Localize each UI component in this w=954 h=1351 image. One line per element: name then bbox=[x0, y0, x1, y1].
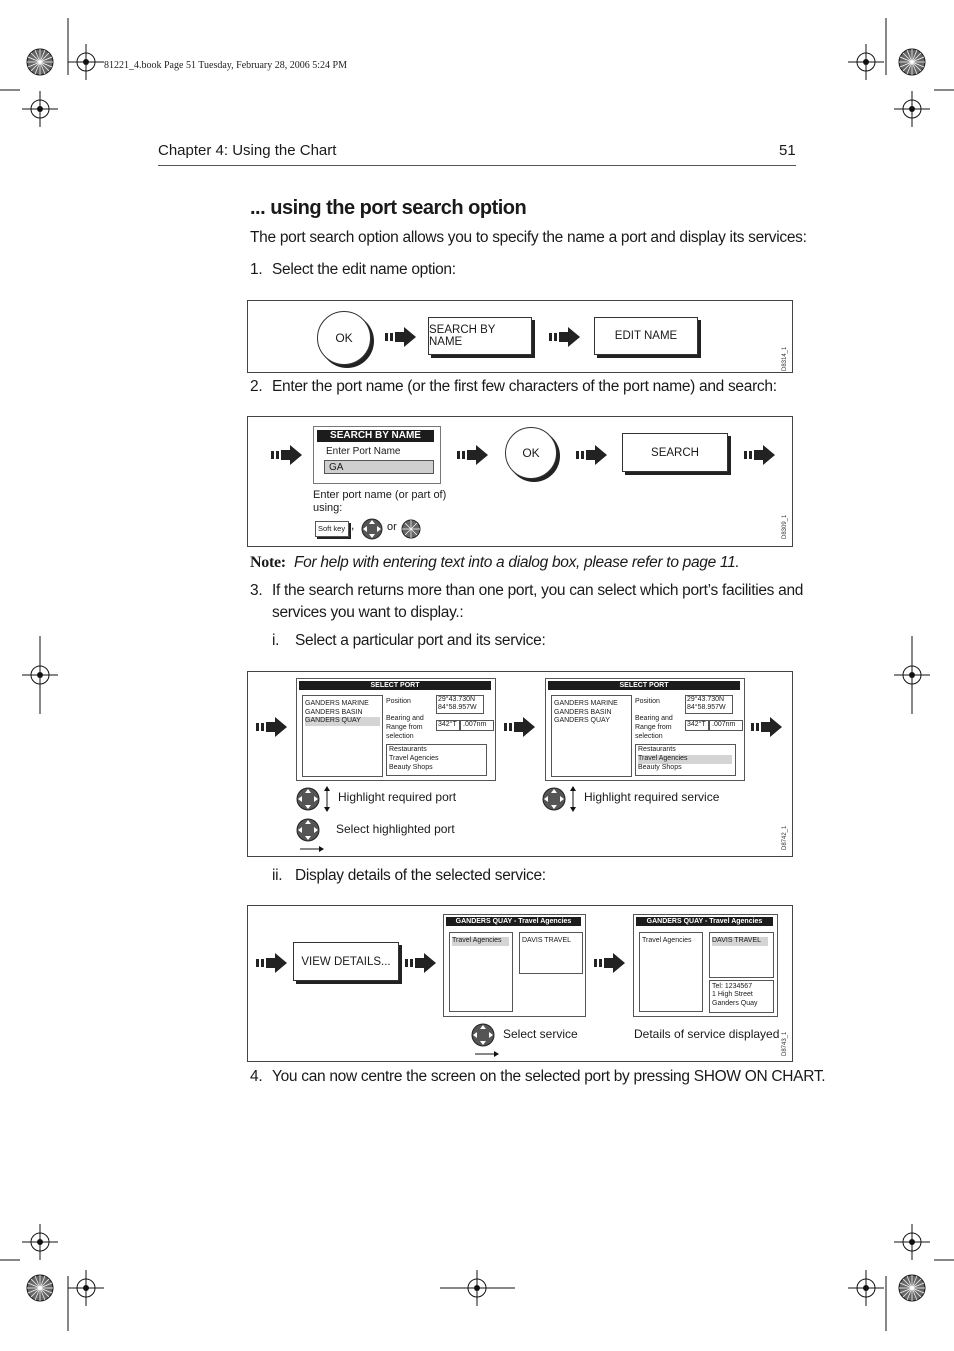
figure-id: D8314_1 bbox=[782, 346, 788, 371]
range-value: .007nm bbox=[463, 721, 487, 728]
dialog-title: SEARCH BY NAME bbox=[317, 430, 434, 442]
service-list bbox=[386, 744, 487, 776]
list-item-selected[interactable]: GANDERS QUAY bbox=[305, 717, 380, 726]
comma-text: , bbox=[351, 518, 355, 532]
arrow-icon bbox=[256, 716, 288, 738]
arrow-icon bbox=[504, 716, 536, 738]
agency-street: 1 High Street bbox=[712, 991, 753, 998]
rotary-updown-icon bbox=[542, 786, 582, 812]
arrow-icon bbox=[457, 444, 489, 466]
list-item[interactable]: GANDERS BASIN bbox=[554, 709, 612, 716]
agency-list bbox=[709, 932, 774, 978]
caption-line-2: using: bbox=[313, 502, 343, 514]
figure-select-port bbox=[247, 671, 793, 857]
rotary-controller-icon bbox=[361, 518, 383, 540]
screen-title: SELECT PORT bbox=[548, 681, 740, 690]
figure-view-details bbox=[247, 905, 793, 1062]
header-rule bbox=[158, 165, 796, 166]
position-box bbox=[436, 695, 484, 714]
caption-highlight-port: Highlight required port bbox=[338, 790, 457, 804]
service-list bbox=[639, 932, 703, 1012]
step-3-number: 3. bbox=[250, 582, 263, 599]
figure-id: D8742_1 bbox=[782, 825, 788, 850]
select-port-screen-a bbox=[296, 678, 496, 781]
list-item[interactable]: Restaurants bbox=[638, 746, 676, 753]
figure-id: D8309_1 bbox=[782, 514, 788, 539]
list-item[interactable]: GANDERS BASIN bbox=[305, 709, 363, 716]
range-box bbox=[460, 720, 494, 731]
latitude: 29°43.730N bbox=[687, 696, 725, 703]
range-box bbox=[709, 720, 743, 731]
longitude: 84°58.957W bbox=[687, 704, 726, 711]
position-label: Position bbox=[635, 698, 660, 705]
list-item[interactable]: Travel Agencies bbox=[642, 937, 692, 944]
agency-town: Ganders Quay bbox=[712, 1000, 758, 1007]
agency-list bbox=[519, 932, 583, 974]
caption-highlight-service: Highlight required service bbox=[584, 790, 720, 804]
screen-title: GANDERS QUAY - Travel Agencies bbox=[636, 917, 773, 926]
step-4-text: You can now centre the screen on the selected port by pressing SHOW ON CHART. bbox=[272, 1068, 826, 1085]
step-3-line-2: services you want to display.: bbox=[272, 604, 464, 621]
step-3i-text: Select a particular port and its service: bbox=[295, 632, 546, 649]
search-by-name-button[interactable]: SEARCH BY NAME bbox=[428, 317, 532, 355]
step-1-text: Select the edit name option: bbox=[272, 261, 456, 278]
rotary-right-icon bbox=[296, 818, 326, 854]
longitude: 84°58.957W bbox=[438, 704, 477, 711]
figure-search bbox=[247, 416, 793, 547]
page-number: 51 bbox=[779, 142, 796, 159]
position-label: Position bbox=[386, 698, 411, 705]
service-screen-b bbox=[633, 914, 778, 1017]
caption-select-port: Select highlighted port bbox=[336, 822, 455, 836]
list-item[interactable]: Beauty Shops bbox=[389, 764, 433, 771]
bearing-label-2: Range from bbox=[635, 724, 672, 731]
agency-phone: Tel: 1234567 bbox=[712, 983, 753, 990]
arrow-icon bbox=[744, 444, 776, 466]
bearing-label-1: Bearing and bbox=[635, 715, 673, 722]
step-3ii-text: Display details of the selected service: bbox=[295, 867, 546, 884]
arrow-icon bbox=[594, 952, 626, 974]
range-value: .007nm bbox=[712, 721, 736, 728]
list-item[interactable]: Travel Agencies bbox=[389, 755, 439, 762]
dialog-label: Enter Port Name bbox=[326, 446, 401, 457]
list-item[interactable]: GANDERS MARINE bbox=[305, 700, 369, 707]
trackpad-icon bbox=[401, 519, 421, 539]
edit-name-button[interactable]: EDIT NAME bbox=[594, 317, 698, 355]
bearing-label-3: selection bbox=[635, 733, 663, 740]
print-mark: 81221_4.book Page 51 Tuesday, February 28, 2006 5:24 PM bbox=[104, 60, 347, 71]
latitude: 29°43.730N bbox=[438, 696, 476, 703]
screen-title: GANDERS QUAY - Travel Agencies bbox=[446, 917, 581, 926]
arrow-icon bbox=[576, 444, 608, 466]
list-item[interactable]: Beauty Shops bbox=[638, 764, 682, 771]
position-box bbox=[685, 695, 733, 714]
ok-button[interactable]: OK bbox=[505, 427, 557, 479]
port-name-input[interactable] bbox=[324, 460, 434, 474]
step-1-number: 1. bbox=[250, 261, 263, 278]
service-list bbox=[449, 932, 513, 1012]
list-item[interactable]: Restaurants bbox=[389, 746, 427, 753]
step-2-text: Enter the port name (or the first few characters of the port name) and search: bbox=[272, 378, 777, 395]
intro-paragraph: The port search option allows you to specify the name a port and display its services: bbox=[250, 229, 807, 246]
screen-title: SELECT PORT bbox=[299, 681, 491, 690]
figure-id: D8743_1 bbox=[782, 1031, 788, 1056]
bearing-label-3: selection bbox=[386, 733, 414, 740]
bearing-label-2: Range from bbox=[386, 724, 423, 731]
note-text: For help with entering text into a dialog box, please refer to page 11. bbox=[294, 554, 740, 571]
caption-select-service: Select service bbox=[503, 1027, 578, 1041]
list-item-selected[interactable]: Travel Agencies bbox=[452, 937, 509, 946]
chapter-header: Chapter 4: Using the Chart bbox=[158, 142, 337, 159]
list-item[interactable]: GANDERS MARINE bbox=[554, 700, 618, 707]
port-list bbox=[551, 695, 632, 777]
view-details-button[interactable]: VIEW DETAILS... bbox=[293, 942, 399, 981]
port-name-value: GA bbox=[329, 462, 344, 473]
search-by-name-dialog bbox=[313, 426, 441, 484]
step-3i-number: i. bbox=[272, 632, 280, 649]
softkey-icon bbox=[315, 521, 349, 537]
arrow-icon bbox=[385, 326, 417, 348]
ok-button[interactable]: OK bbox=[317, 311, 371, 365]
arrow-icon bbox=[549, 326, 581, 348]
note-label: Note: bbox=[250, 554, 286, 571]
bearing-box bbox=[685, 720, 709, 731]
list-item-selected[interactable]: Travel Agencies bbox=[638, 755, 732, 764]
bearing-label-1: Bearing and bbox=[386, 715, 424, 722]
search-button[interactable]: SEARCH bbox=[622, 433, 728, 472]
step-3-line-1: If the search returns more than one port, you can select which port’s facilities and bbox=[272, 582, 804, 599]
arrow-icon bbox=[405, 952, 437, 974]
section-title: ... using the port search option bbox=[250, 197, 527, 219]
step-3ii-number: ii. bbox=[272, 867, 283, 884]
caption-details-displayed: Details of service displayed bbox=[634, 1027, 780, 1041]
arrow-icon bbox=[271, 444, 303, 466]
step-4-number: 4. bbox=[250, 1068, 263, 1085]
service-screen-a bbox=[443, 914, 586, 1017]
list-item[interactable]: GANDERS QUAY bbox=[554, 717, 610, 724]
rotary-right-icon bbox=[471, 1023, 501, 1059]
port-list bbox=[302, 695, 383, 777]
list-item[interactable]: DAVIS TRAVEL bbox=[522, 937, 572, 944]
arrow-icon bbox=[751, 716, 783, 738]
bearing-value: 342°T bbox=[438, 721, 457, 728]
bearing-value: 342°T bbox=[687, 721, 706, 728]
caption-line-1: Enter port name (or part of) bbox=[313, 489, 447, 501]
or-text: or bbox=[387, 521, 397, 533]
step-2-number: 2. bbox=[250, 378, 263, 395]
bearing-box bbox=[436, 720, 460, 731]
rotary-updown-icon bbox=[296, 786, 336, 812]
list-item-selected[interactable]: DAVIS TRAVEL bbox=[712, 937, 768, 946]
figure-edit-name bbox=[247, 300, 793, 373]
arrow-icon bbox=[256, 952, 288, 974]
softkey-label: Soft key bbox=[318, 524, 346, 533]
select-port-screen-b bbox=[545, 678, 745, 781]
service-list bbox=[635, 744, 736, 776]
agency-details bbox=[709, 980, 774, 1013]
